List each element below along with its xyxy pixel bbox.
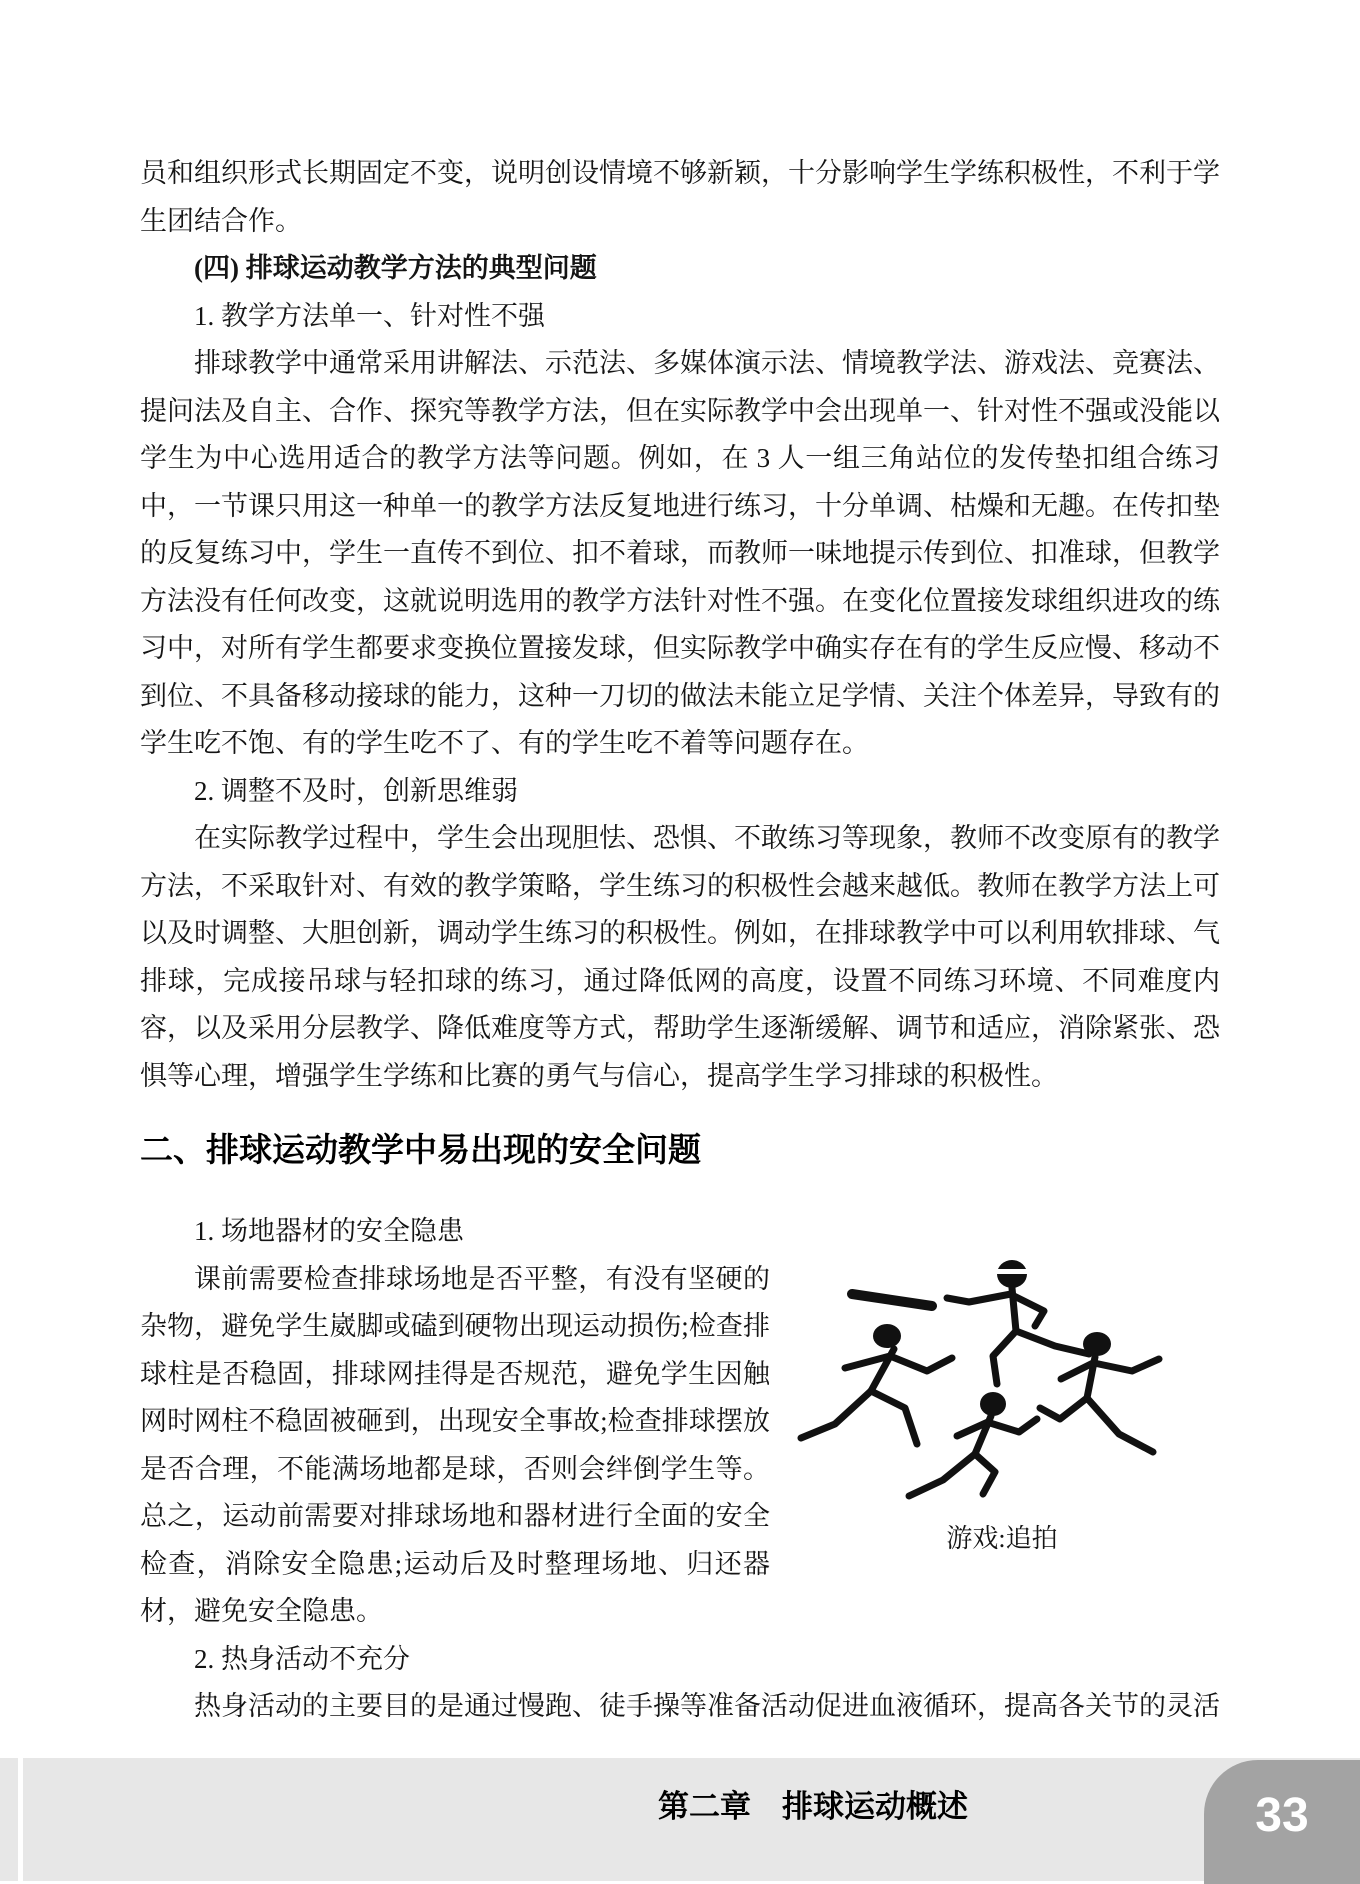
page-content <box>140 150 1220 1731</box>
heading-safety-issues: 二、排球运动教学中易出现的安全问题 <box>140 1131 701 1168</box>
item-title-venue-equipment: 1. 场地器材的安全隐患 <box>194 1216 464 1246</box>
baton-shape <box>852 1294 932 1306</box>
paragraph-venue-equipment: 课前需要检查排球场地是否平整，有没有坚硬的杂物，避免学生崴脚或磕到硬物出现运动损伤;检查排球柱是否稳固，排球网挂得是否规范，避免学生因触网时网柱不稳固被砸到，出现安全事故;检查排球摆放是否合理，不能满场地都是球，否则会绊倒学生等。总之，运动前需要对排球场地和器材进行全面的安全检查，消除安全隐患;运动后及时整理场地、归还器材，避免安全隐患。 <box>140 1263 770 1626</box>
paragraph-adjustment: 在实际教学过程中，学生会出现胆怯、恐惧、不敢练习等现象，教师不改变原有的教学方法，不采取针对、有效的教学策略，学生练习的积极性会越来越低。教师在教学方法上可以及时调整、大胆创新，调动学生练习的积极性。例如，在排球教学中可以利用软排球、气排球，完成接吊球与轻扣球的练习，通过降低网的高度，设置不同练习环境、不同难度内容，以及采用分层教学、降低难度等方式，帮助学生逐渐缓解、调节和适应，消除紧张、恐惧等心理，增强学生学练和比赛的勇气与信心，提高学生学习排球的积极性。 <box>140 823 1220 1091</box>
page-number: 33 <box>1255 1788 1309 1842</box>
item-title-adjustment: 2. 调整不及时，创新思维弱 <box>194 775 518 806</box>
footer-band-divider <box>18 1758 23 1881</box>
stick-figures-illustration <box>797 1256 1207 1511</box>
footer-chapter-title: 第二章 排球运动概述 <box>658 1789 968 1824</box>
item-title-warmup: 2. 热身活动不充分 <box>194 1643 410 1674</box>
figure-game-chase <box>784 1256 1220 1557</box>
figure-caption: 游戏:追拍 <box>946 1523 1058 1553</box>
runner-bottom-icon <box>909 1392 1037 1496</box>
runner-left-icon <box>801 1324 952 1444</box>
paragraph-teaching-method: 排球教学中通常采用讲解法、示范法、多媒体演示法、情境教学法、游戏法、竞赛法、提问法及自主、合作、探究等教学方法，但在实际教学中会出现单一、针对性不强或没能以学生为中心选用适合的教学方法等问题。例如，在 3 人一组三角站位的发传垫扣组合练习中，一节课只用这一种单一的教学方法反复地进行练习，十分单调、枯燥和无趣。在传扣垫的反复练习中，学生一直传不到位、扣不着球，而教师一味地提示传到位、扣准球，但教学方法没有任何改变，这就说明选用的教学方法针对性不强。在变化位置接发球组织进攻的练习中，对所有学生都要求变换位置接发球，但实际教学中确实存在有的学生反应慢、移动不到位、不具备移动接球的能力，这种一刀切的做法未能立足学情、关注个体差异，导致有的学生吃不饱、有的学生吃不了、有的学生吃不着等问题存在。 <box>140 348 1220 758</box>
item-title-teaching-method: 1. 教学方法单一、针对性不强 <box>194 300 545 331</box>
paragraph-warmup: 热身活动的主要目的是通过慢跑、徒手操等准备活动促进血液循环，提高各关节的灵活 <box>194 1691 1220 1721</box>
heading-section-four: (四) 排球运动教学方法的典型问题 <box>194 253 597 283</box>
intro-paragraph: 员和组织形式长期固定不变，说明创设情境不够新颖，十分影响学生学练积极性，不利于学生团结合作。 <box>140 158 1220 236</box>
page-number-block <box>1204 1760 1360 1884</box>
